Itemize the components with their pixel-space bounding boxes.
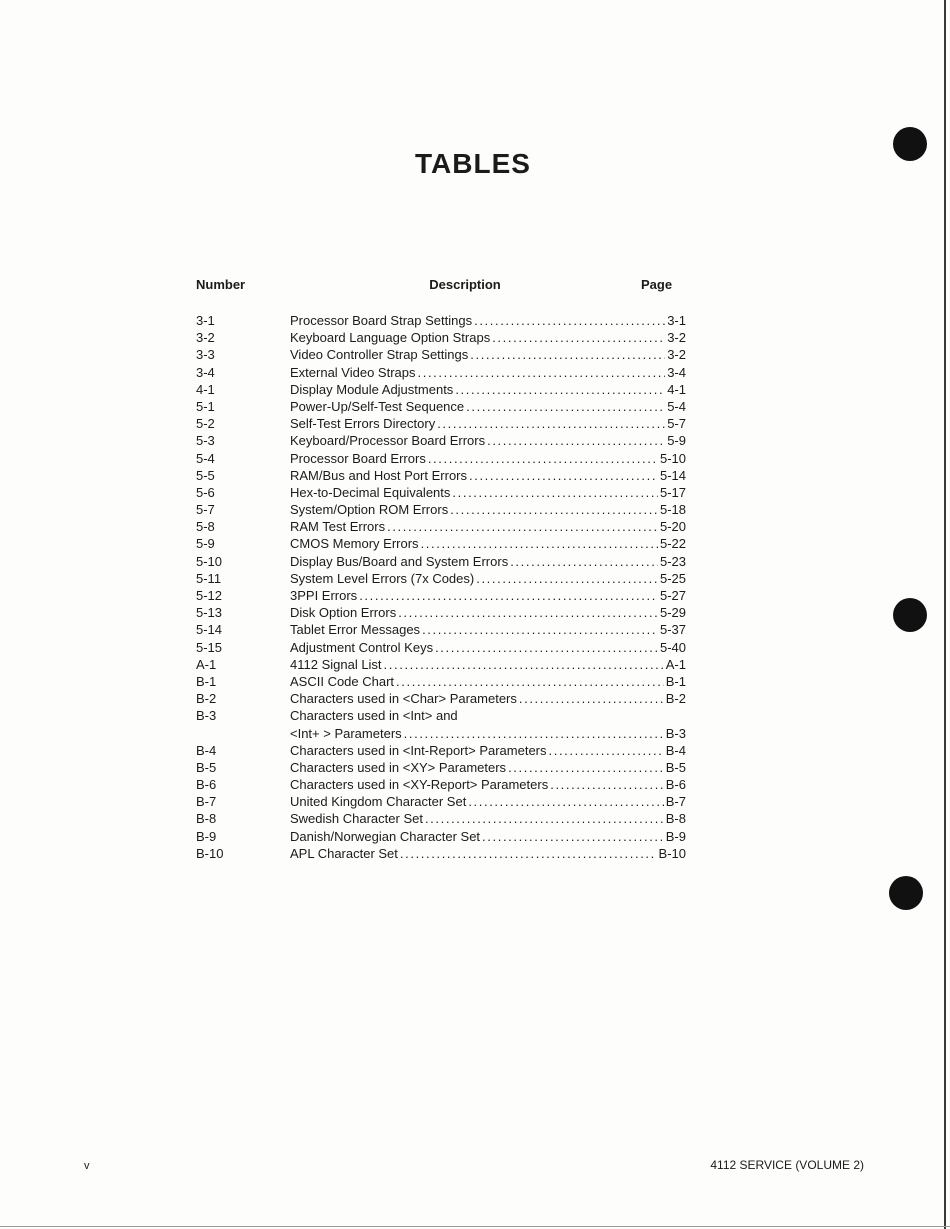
- table-entry: [196, 467, 688, 484]
- table-description-line: [290, 639, 686, 656]
- table-entry: [196, 346, 688, 363]
- table-page: 5-27: [659, 588, 686, 603]
- dot-leader: [421, 535, 658, 552]
- column-header-description: Description: [429, 277, 501, 292]
- table-entry: [196, 312, 688, 329]
- table-number: B-10: [196, 845, 224, 861]
- table-page: B-8: [665, 811, 686, 827]
- table-number: 5-7: [196, 502, 215, 518]
- table-page: 3-4: [667, 364, 686, 380]
- table-entry: [196, 398, 688, 415]
- table-number: 5-2: [196, 416, 215, 432]
- table-page: 5-9: [667, 433, 686, 449]
- table-page: 4-1: [667, 381, 686, 397]
- column-header-number: Number: [196, 277, 246, 292]
- footer-manual-title: 4112 SERVICE (VOLUME 2): [710, 1158, 864, 1172]
- dot-leader: [510, 553, 658, 570]
- table-number: 3-2: [196, 330, 215, 346]
- table-description: System/Option ROM Errors: [290, 502, 449, 518]
- table-entry: [196, 639, 688, 656]
- table-description-line: [290, 467, 686, 484]
- dot-leader: [519, 690, 664, 707]
- table-page: 5-7: [667, 416, 686, 432]
- table-number: 5-1: [196, 398, 215, 414]
- table-number: B-5: [196, 759, 217, 775]
- table-description: Keyboard/Processor Board Errors: [290, 433, 486, 449]
- table-description-line: [290, 329, 686, 346]
- dot-leader: [476, 570, 658, 587]
- table-number: B-8: [196, 811, 217, 827]
- table-page: B-6: [665, 777, 686, 793]
- table-page: B-1: [665, 673, 686, 689]
- table-entry: [196, 690, 688, 707]
- dot-leader: [550, 776, 664, 793]
- table-description-line: [290, 432, 686, 449]
- dot-leader: [384, 656, 664, 673]
- punch-hole-bottom: [889, 876, 923, 910]
- table-number: 5-5: [196, 467, 215, 483]
- table-page: 5-17: [659, 484, 686, 500]
- table-description-line: [290, 793, 686, 810]
- table-page: B-4: [665, 742, 686, 758]
- table-entry: [196, 329, 688, 346]
- table-description: 4112 Signal List: [290, 656, 382, 672]
- table-entry: [196, 587, 688, 604]
- dot-leader: [452, 484, 658, 501]
- footer-page-number: v: [84, 1160, 90, 1172]
- table-number: B-9: [196, 828, 217, 844]
- table-page: 3-2: [667, 347, 686, 363]
- table-entry: [196, 570, 688, 587]
- table-number: A-1: [196, 656, 217, 672]
- table-description: RAM Test Errors: [290, 519, 386, 535]
- dot-leader: [425, 810, 664, 827]
- page-edge-right: [944, 0, 946, 1229]
- table-number: 5-4: [196, 450, 215, 466]
- table-description-line: [290, 501, 686, 518]
- table-description-line: [290, 346, 686, 363]
- table-description: Video Controller Strap Settings: [290, 347, 469, 363]
- dot-leader: [466, 398, 665, 415]
- table-page: 5-20: [659, 519, 686, 535]
- table-description-line: [290, 845, 686, 862]
- table-number: 4-1: [196, 381, 215, 397]
- dot-leader: [468, 793, 663, 810]
- table-entry: [196, 604, 688, 621]
- page-edge-bottom: [0, 1226, 950, 1227]
- table-description: Disk Option Errors: [290, 605, 397, 621]
- table-page: A-1: [665, 656, 686, 672]
- dot-leader: [437, 415, 665, 432]
- dot-leader: [400, 845, 657, 862]
- table-description: APL Character Set: [290, 845, 398, 861]
- table-description-line: [290, 725, 686, 742]
- table-entry: [196, 432, 688, 449]
- table-number: B-6: [196, 777, 217, 793]
- table-description: Hex-to-Decimal Equivalents: [290, 484, 451, 500]
- table-number: 5-13: [196, 605, 223, 621]
- table-description: Display Module Adjustments: [290, 381, 454, 397]
- table-description-line: [290, 415, 686, 432]
- table-entry: [196, 810, 688, 827]
- table-number: 3-1: [196, 313, 215, 328]
- table-entry: [196, 535, 688, 552]
- table-description-line: [290, 450, 686, 467]
- table-entry: [196, 759, 688, 776]
- table-number: 5-15: [196, 639, 223, 655]
- table-description-line: [290, 398, 686, 415]
- table-entry: [196, 415, 688, 432]
- table-entry: [196, 621, 688, 638]
- table-description-line: [290, 553, 686, 570]
- table-description-line: [290, 570, 686, 587]
- table-description: Swedish Character Set: [290, 811, 423, 827]
- table-entry: [196, 793, 688, 810]
- dot-leader: [508, 759, 664, 776]
- table-description-line: [290, 364, 686, 381]
- dot-leader: [482, 828, 664, 845]
- table-number: 5-8: [196, 519, 215, 535]
- table-description-line: [290, 656, 686, 673]
- table-number: 5-11: [196, 570, 222, 586]
- table-entry: [196, 501, 688, 518]
- table-description: Keyboard Language Option Straps: [290, 330, 491, 346]
- table-page: 5-40: [659, 639, 686, 655]
- dot-leader: [470, 346, 665, 363]
- table-number: 5-6: [196, 484, 215, 500]
- table-description-line: [290, 776, 686, 793]
- table-entry: [196, 364, 688, 381]
- table-description: Self-Test Errors Directory: [290, 416, 436, 432]
- table-entry: [196, 828, 688, 845]
- table-entry: [196, 381, 688, 398]
- table-description: Characters used in <Int> and: [290, 708, 458, 724]
- table-description: ASCII Code Chart: [290, 673, 395, 689]
- table-description: External Video Straps: [290, 364, 416, 380]
- table-description-line: [290, 484, 686, 501]
- table-number: B-4: [196, 742, 217, 758]
- table-page: B-3: [665, 725, 686, 741]
- table-number: B-1: [196, 673, 217, 689]
- table-description-line: [290, 621, 686, 638]
- table-description: Characters used in <Int-Report> Parameters: [290, 742, 547, 758]
- table-description-line: [290, 742, 686, 759]
- table-entry-continuation: [196, 725, 688, 742]
- table-number: B-2: [196, 691, 217, 707]
- table-page: 3-1: [667, 313, 686, 328]
- table-entry: [196, 656, 688, 673]
- table-number: 5-3: [196, 433, 215, 449]
- table-description: Processor Board Strap Settings: [290, 313, 473, 328]
- table-number: 3-4: [196, 364, 215, 380]
- dot-leader: [450, 501, 658, 518]
- table-description-line: [290, 535, 686, 552]
- dot-leader: [428, 450, 658, 467]
- dot-leader: [359, 587, 658, 604]
- table-page: 5-22: [659, 536, 686, 552]
- table-page: 5-10: [659, 450, 686, 466]
- table-description: Characters used in <XY> Parameters: [290, 759, 507, 775]
- table-page: 5-29: [659, 605, 686, 621]
- table-number: 5-9: [196, 536, 215, 552]
- table-description: Adjustment Control Keys: [290, 639, 434, 655]
- table-description-line: [290, 604, 686, 621]
- table-description: 3PPI Errors: [290, 588, 358, 603]
- dot-leader: [422, 621, 658, 638]
- dot-leader: [474, 312, 665, 329]
- page-title: TABLES: [415, 148, 531, 179]
- table-page: B-2: [665, 691, 686, 707]
- table-description-line: [290, 707, 686, 724]
- table-description: CMOS Memory Errors: [290, 536, 419, 552]
- table-number: 5-12: [196, 588, 223, 603]
- table-number: B-7: [196, 794, 217, 810]
- table-description-line: [290, 810, 686, 827]
- tables-list: [196, 312, 688, 862]
- dot-leader: [492, 329, 665, 346]
- table-entry: [196, 673, 688, 690]
- dot-leader: [404, 725, 664, 742]
- table-description-line: [290, 381, 686, 398]
- table-entry: [196, 553, 688, 570]
- table-description-line: [290, 828, 686, 845]
- table-entry: [196, 707, 688, 724]
- table-description: United Kingdom Character Set: [290, 794, 467, 810]
- dot-leader: [396, 673, 664, 690]
- punch-hole-middle: [893, 598, 927, 632]
- table-description: RAM/Bus and Host Port Errors: [290, 467, 467, 483]
- table-page: B-5: [665, 759, 686, 775]
- table-page: 5-18: [659, 502, 686, 518]
- table-description-line: [290, 673, 686, 690]
- dot-leader: [455, 381, 665, 398]
- dot-leader: [487, 432, 665, 449]
- table-page: B-10: [658, 845, 686, 861]
- table-description: Characters used in <Char> Parameters: [290, 691, 517, 707]
- table-description: Display Bus/Board and System Errors: [290, 553, 509, 569]
- table-description: Danish/Norwegian Character Set: [290, 828, 481, 844]
- table-entry: [196, 450, 688, 467]
- dot-leader: [435, 639, 658, 656]
- table-description: System Level Errors (7x Codes): [290, 570, 475, 586]
- table-entry: [196, 518, 688, 535]
- table-page: 5-14: [659, 467, 686, 483]
- table-description-line: [290, 518, 686, 535]
- table-description: Processor Board Errors: [290, 450, 426, 466]
- table-page: 3-2: [667, 330, 686, 346]
- table-page: 5-23: [659, 553, 686, 569]
- table-description-line: [290, 587, 686, 604]
- table-page: B-9: [665, 828, 686, 844]
- dot-leader: [469, 467, 658, 484]
- table-page: B-7: [665, 794, 686, 810]
- table-entry: [196, 776, 688, 793]
- table-description-line: [290, 312, 686, 329]
- dot-leader: [418, 364, 666, 381]
- table-description: <Int+ > Parameters: [290, 725, 402, 741]
- table-description: Tablet Error Messages: [290, 622, 421, 638]
- table-entry: [196, 742, 688, 759]
- table-page: 5-4: [667, 398, 686, 414]
- table-number: 5-10: [196, 553, 223, 569]
- table-entry: [196, 845, 688, 862]
- table-description-line: [290, 759, 686, 776]
- table-number: 5-14: [196, 622, 223, 638]
- table-entry: [196, 484, 688, 501]
- table-description: Characters used in <XY-Report> Parameters: [290, 777, 549, 793]
- table-page: 5-25: [659, 570, 686, 586]
- table-number: B-3: [196, 708, 217, 724]
- dot-leader: [387, 518, 658, 535]
- table-number: 3-3: [196, 347, 215, 363]
- table-description-line: [290, 690, 686, 707]
- dot-leader: [398, 604, 658, 621]
- column-header-page: Page: [641, 277, 673, 292]
- table-description: Power-Up/Self-Test Sequence: [290, 398, 465, 414]
- dot-leader: [549, 742, 664, 759]
- table-page: 5-37: [659, 622, 686, 638]
